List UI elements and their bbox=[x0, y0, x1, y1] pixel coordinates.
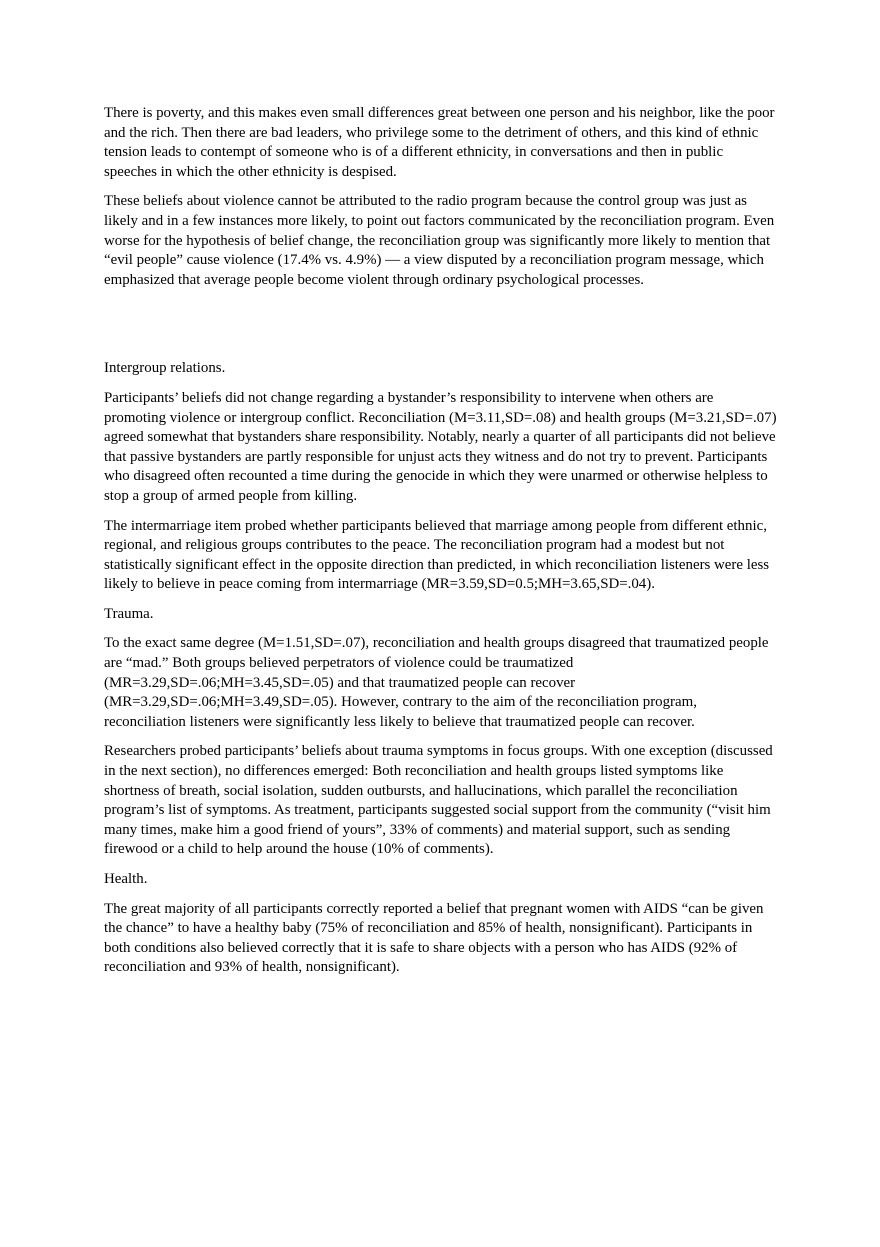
paragraph-trauma-beliefs: To the exact same degree (M=1.51,SD=.07), reconciliation and health groups disagreed that traumatized people are “mad.” Both groups believed perpetrators of violence could be traumatized (MR=3.29,SD=.06;MH=3.45,SD=.05) and that traumatized people can recover (MR=3.29,SD=.06;MH=3.49,SD=.05). However, contrary to the aim of the reconciliation program, reconciliation listeners were significantly less likely to believe that traumatized people can recover. bbox=[104, 635, 769, 730]
paragraph-poverty-quote: There is poverty, and this makes even small differences great between one person and his neighbor, like the poor and the rich. Then there are bad leaders, who privilege some to the detriment of others, and this kind of ethnic tension leads to contempt of someone who is of a different ethnicity, in conversations and then in public speeches in which the other ethnicity is despised. bbox=[104, 105, 775, 180]
paragraph-bystander-responsibility: Participants’ beliefs did not change regarding a bystander’s responsibility to intervene when others are promoting violence or intergroup conflict. Reconciliation (M=3.11,SD=.08) and health groups (M=3.21,SD=.07) agreed somewhat that bystanders share responsibility. Notably, nearly a quarter of all participants did not believe that passive bystanders are partly responsible for unjust acts they witness and do not try to prevent. Participants who disagreed often recounted a time during the genocide in which they were unarmed or otherwise helpless to stop a group of armed people from killing. bbox=[104, 389, 777, 504]
paragraph-trauma-symptoms: Researchers probed participants’ beliefs about trauma symptoms in focus groups. With one exception (discussed in the next section), no differences emerged: Both reconciliation and health groups listed symptoms like shortness of breath, social isolation, sudden outbursts, and hallucinations, which parallel the reconciliation program’s list of symptoms. As treatment, participants suggested social support from the community (“visit him many times, make him a good friend of yours”, 33% of comments) and material support, such as sending firewood or a child to help around the house (10% of comments). bbox=[104, 743, 773, 858]
document-page bbox=[104, 104, 778, 978]
heading-health: Health. bbox=[104, 871, 148, 887]
heading-intergroup-relations: Intergroup relations. bbox=[104, 360, 226, 377]
paragraph-beliefs-violence: These beliefs about violence cannot be attributed to the radio program because the control group was just as likely and in a few instances more likely, to point out factors communicated by the reconciliation program. Even worse for the hypothesis of belief change, the reconciliation group was significantly more likely to mention that “evil people” cause violence (17.4% vs. 4.9%) — a view disputed by a reconciliation program message, which emphasized that average people become violent through ordinary psychological processes. bbox=[104, 193, 775, 288]
heading-trauma: Trauma. bbox=[104, 605, 154, 622]
paragraph-health-aids: The great majority of all participants correctly reported a belief that pregnant women with AIDS “can be given the chance” to have a healthy baby (75% of reconciliation and 85% of health, nonsignificant). Participants in both conditions also believed correctly that it is safe to share objects with a person who has AIDS (92% of reconciliation and 93% of health, nonsignificant). bbox=[104, 900, 764, 976]
paragraph-intermarriage: The intermarriage item probed whether participants believed that marriage among people from different ethnic, regional, and religious groups contributes to the peace. The reconciliation program had a modest but not statistically significant effect in the opposite direction than predicted, in which reconciliation listeners were less likely to believe in peace coming from intermarriage (MR=3.59,SD=0.5;MH=3.65,SD=.04). bbox=[104, 517, 770, 593]
